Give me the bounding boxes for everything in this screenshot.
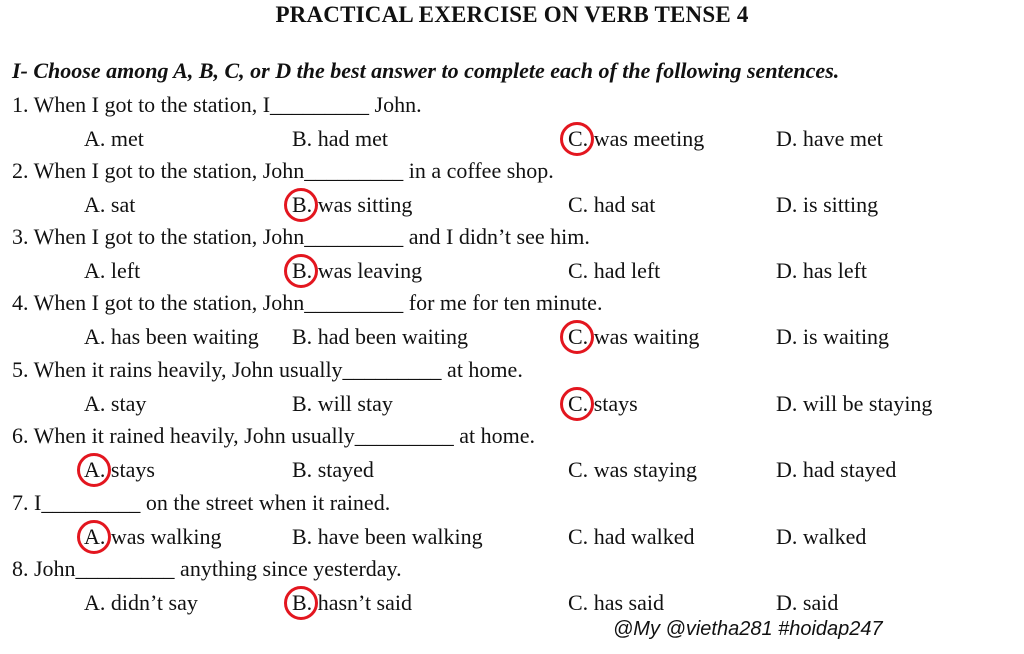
question-6-text: 6. When it rained heavily, John usually_________ at home. (12, 423, 536, 448)
option-letter: D. (776, 524, 798, 549)
option-text: stays (588, 391, 638, 416)
worksheet-title: PRACTICAL EXERCISE ON VERB TENSE 4 (275, 2, 749, 27)
option-letter: B. (292, 258, 312, 284)
option-letter: C. (568, 457, 589, 482)
answer-circle-mark (284, 254, 318, 288)
question-1-option-c (568, 126, 704, 152)
option-letter: C. (568, 126, 588, 152)
answer-circle-mark (77, 453, 111, 487)
option-text: hasn’t said (312, 590, 412, 615)
option-letter: D. (776, 126, 798, 151)
option-text: was meeting (588, 126, 705, 151)
option-text: was leaving (312, 258, 423, 283)
question-7-option-a (84, 524, 221, 550)
question-3-option-d (776, 258, 867, 284)
question-5-option-d (776, 391, 932, 417)
question-2-option-d (776, 192, 878, 218)
question-7-option-d (776, 524, 866, 550)
answer-circle-mark (560, 387, 594, 421)
option-letter: A. (84, 192, 106, 217)
option-letter: D. (776, 391, 798, 416)
question-1-option-a (84, 126, 144, 152)
question-3-option-c (568, 258, 660, 284)
question-4-option-c (568, 324, 699, 350)
answer-circle-mark (77, 520, 111, 554)
option-letter: A. (84, 391, 106, 416)
option-letter: A. (84, 524, 105, 550)
option-letter: B. (292, 391, 313, 416)
answer-circle-mark (284, 586, 318, 620)
question-8-option-b (292, 590, 412, 616)
option-text: had stayed (797, 457, 897, 482)
option-text: had been waiting (312, 324, 468, 349)
question-6-option-d (776, 457, 896, 483)
option-text: is waiting (797, 324, 890, 349)
question-2-option-a (84, 192, 135, 218)
option-letter: A. (84, 258, 106, 283)
question-4-option-d (776, 324, 889, 350)
option-text: stay (105, 391, 147, 416)
question-6-option-c (568, 457, 697, 483)
option-text: has been waiting (105, 324, 259, 349)
option-letter: C. (568, 258, 589, 283)
question-8-text: 8. John_________ anything since yesterday. (12, 556, 402, 581)
option-text: will be staying (797, 391, 933, 416)
option-letter: A. (84, 126, 106, 151)
question-5-option-c (568, 391, 638, 417)
option-letter: B. (292, 524, 313, 549)
option-text: is sitting (797, 192, 879, 217)
option-letter: A. (84, 590, 106, 615)
option-letter: A. (84, 457, 105, 483)
question-7-option-b (292, 524, 483, 550)
option-text: stayed (312, 457, 374, 482)
option-letter: B. (292, 457, 313, 482)
question-2-option-c (568, 192, 655, 218)
option-text: had sat (588, 192, 656, 217)
question-1-text: 1. When I got to the station, I_________ John. (12, 92, 422, 117)
question-8-option-a (84, 590, 198, 616)
instruction-line: I- Choose among A, B, C, or D the best answer to complete each of the following sentences. (12, 58, 840, 83)
question-3-option-b (292, 258, 422, 284)
option-letter: D. (776, 590, 798, 615)
question-6-option-b (292, 457, 374, 483)
option-text: sat (105, 192, 136, 217)
option-letter: B. (292, 126, 313, 151)
option-text: met (105, 126, 144, 151)
question-1-option-d (776, 126, 883, 152)
question-4-option-a (84, 324, 259, 350)
option-letter: D. (776, 457, 798, 482)
option-text: had left (588, 258, 661, 283)
option-text: has said (588, 590, 664, 615)
option-letter: D. (776, 258, 798, 283)
question-3-text: 3. When I got to the station, John_________ and I didn’t see him. (12, 224, 590, 249)
option-text: walked (797, 524, 867, 549)
question-8-option-d (776, 590, 838, 616)
question-4-option-b (292, 324, 468, 350)
option-text: was sitting (312, 192, 413, 217)
question-7-text: 7. I_________ on the street when it rained. (12, 490, 391, 515)
question-3-option-a (84, 258, 140, 284)
answer-circle-mark (560, 320, 594, 354)
option-letter: C. (568, 391, 588, 417)
question-1-option-b (292, 126, 388, 152)
answer-circle-mark (284, 188, 318, 222)
option-letter: A. (84, 324, 106, 349)
question-7-option-c (568, 524, 694, 550)
option-text: will stay (312, 391, 393, 416)
option-letter: C. (568, 524, 589, 549)
option-letter: B. (292, 590, 312, 616)
option-text: has left (797, 258, 868, 283)
option-letter: B. (292, 192, 312, 218)
question-8-option-c (568, 590, 664, 616)
option-text: had walked (588, 524, 695, 549)
option-letter: C. (568, 324, 588, 350)
question-4-text: 4. When I got to the station, John_________ for me for ten minute. (12, 290, 603, 315)
question-5-text: 5. When it rains heavily, John usually_________ at home. (12, 357, 523, 382)
option-text: said (797, 590, 839, 615)
question-5-option-b (292, 391, 393, 417)
option-text: stays (105, 457, 155, 482)
option-letter: C. (568, 192, 589, 217)
option-text: had met (312, 126, 388, 151)
answer-circle-mark (560, 122, 594, 156)
watermark-footer: @My @vietha281 #hoidap247 (613, 618, 883, 640)
option-letter: D. (776, 192, 798, 217)
option-text: was waiting (588, 324, 700, 349)
option-text: was staying (588, 457, 697, 482)
option-text: was walking (105, 524, 222, 549)
option-letter: D. (776, 324, 798, 349)
question-2-option-b (292, 192, 412, 218)
option-text: have met (797, 126, 883, 151)
question-6-option-a (84, 457, 155, 483)
option-letter: C. (568, 590, 589, 615)
option-text: left (105, 258, 141, 283)
option-text: didn’t say (105, 590, 198, 615)
option-letter: B. (292, 324, 313, 349)
option-text: have been walking (312, 524, 483, 549)
question-2-text: 2. When I got to the station, John_________ in a coffee shop. (12, 158, 554, 183)
question-5-option-a (84, 391, 146, 417)
